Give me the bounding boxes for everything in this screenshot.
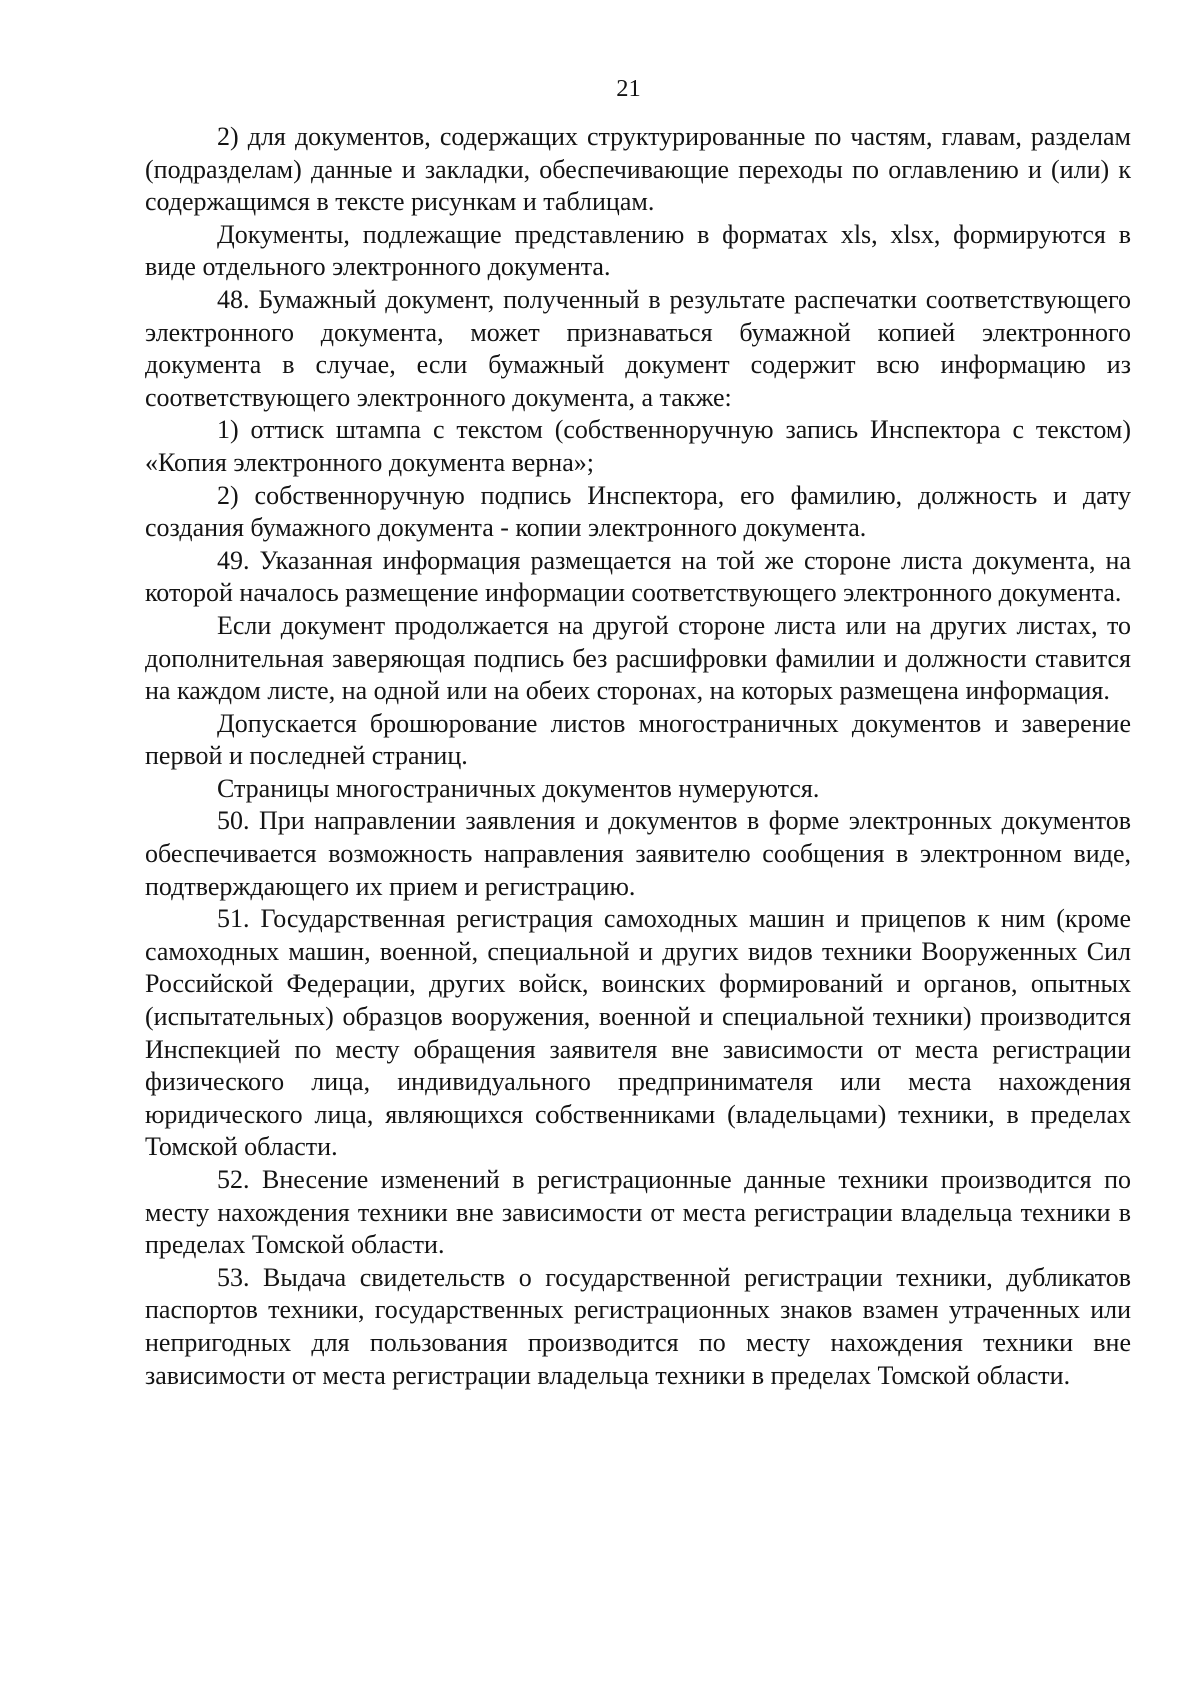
paragraph-51: 51. Государственная регистрация самоходных машин и прицепов к ним (кроме самоходных машин, военной, специальной и других видов техники Вооруженных Сил Российской Федерации, других войск, воинских формирований и органов, опытных (испытательных) образцов вооружения, военной и специальной техники) производится Инспекцией по месту обращения заявителя вне зависимости от места регистрации физического лица, индивидуального предпринимателя или места нахождения юридического лица, являющихся собственниками (владельцами) техники, в пределах Томской области. (145, 904, 1131, 1162)
paragraph-binding: Допускается брошюрование листов многостраничных документов и заверение первой и последней страниц. (145, 708, 1131, 771)
paragraph-item-2: 2) для документов, содержащих структурированные по частям, главам, разделам (подразделам) данные и закладки, обеспечивающие переходы по оглавлению и (или) к содержащимся в тексте рисункам и таблицам. (145, 122, 1131, 217)
paragraph-48-item-1: 1) оттиск штампа с текстом (собственноручную запись Инспектора с текстом) «Копия электронного документа верна»; (145, 415, 1131, 477)
paragraph-numbering: Страницы многостраничных документов нумеруются. (217, 773, 820, 803)
paragraph-48-item-2: 2) собственноручную подпись Инспектора, его фамилию, должность и дату создания бумажного документа - копии электронного документа. (145, 480, 1131, 543)
paragraph-49: 49. Указанная информация размещается на той же стороне листа документа, на которой началось размещение информации соответствующего электронного документа. (145, 545, 1131, 608)
paragraph-53: 53. Выдача свидетельств о государственной регистрации техники, дубликатов паспортов техники, государственных регистрационных знаков взамен утраченных или непригодных для пользования производится по месту нахождения техники вне зависимости от места регистрации владельца техники в пределах Томской области. (145, 1262, 1131, 1390)
paragraph-continuation: Если документ продолжается на другой стороне листа или на других листах, то дополнительная заверяющая подпись без расшифровки фамилии и должности ставится на каждом листе, на одной или на обеих сторонах, на которых размещена информация. (145, 610, 1131, 706)
paragraph-50: 50. При направлении заявления и документов в форме электронных документов обеспечивается возможность направления заявителю сообщения в электронном виде, подтверждающего их прием и регистрацию. (145, 806, 1131, 901)
paragraph-48: 48. Бумажный документ, полученный в результате распечатки соответствующего электронного документа, может признаваться бумажной копией электронного документа в случае, если бумажный документ содержит всю информацию из соответствующего электронного документа, а также: (145, 284, 1131, 412)
paragraph-52: 52. Внесение изменений в регистрационные данные техники производится по месту нахождения техники вне зависимости от места регистрации владельца техники в пределах Томской области. (145, 1165, 1131, 1260)
page-number: 21 (616, 75, 641, 102)
paragraph-formats: Документы, подлежащие представлению в форматах xls, xlsx, формируются в виде отдельного электронного документа. (145, 219, 1131, 282)
document-body (145, 121, 1131, 1392)
